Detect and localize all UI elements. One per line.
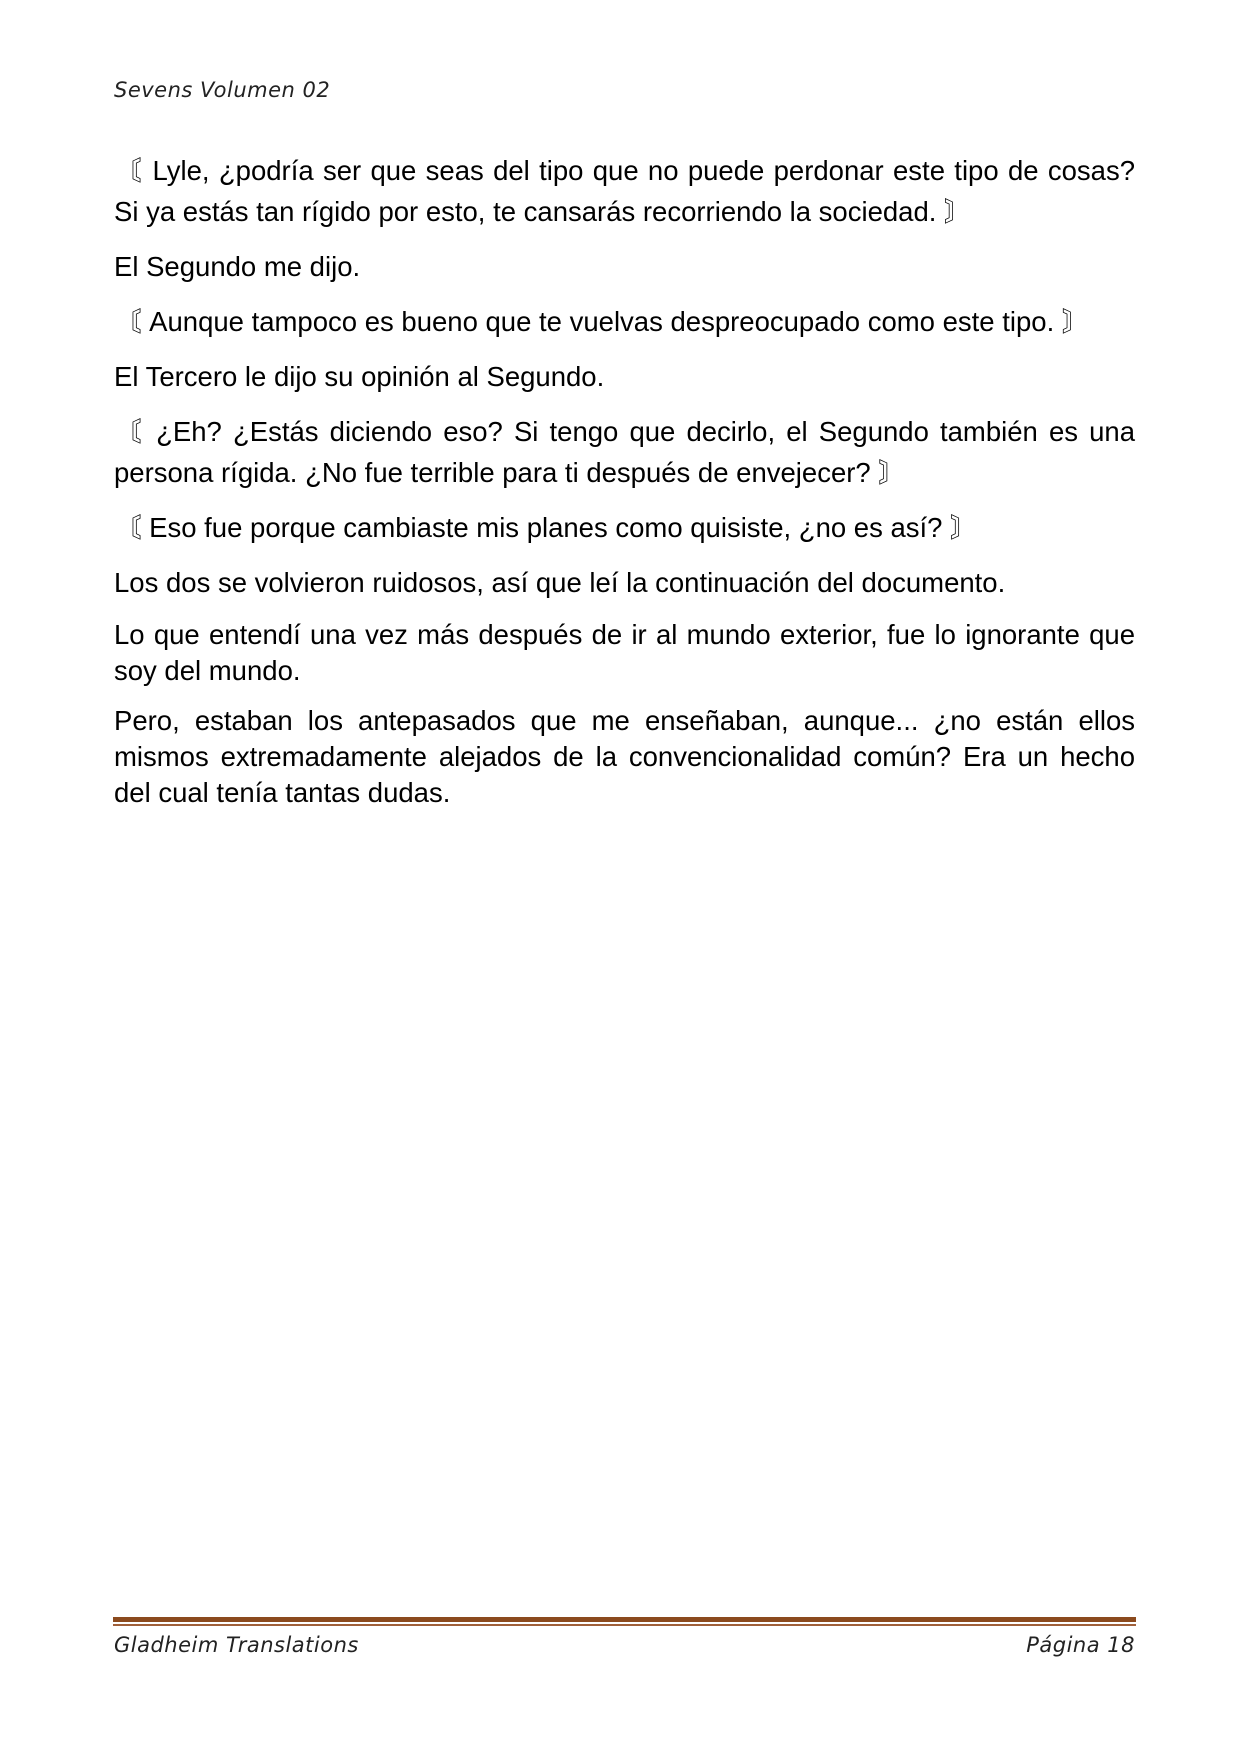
footer-credit: Gladheim Translations — [114, 1633, 359, 1657]
paragraph: 〘 Lyle, ¿podría ser que seas del tipo que no puede perdonar este tipo de cosas? Si ya estás tan rígido por esto, te cansarás recorriendo la sociedad. 〙 — [114, 155, 1135, 227]
document-body — [114, 150, 1135, 825]
running-header: Sevens Volumen 02 — [114, 78, 331, 102]
paragraph: 〘 ¿Eh? ¿Estás diciendo eso? Si tengo que decirlo, el Segundo también es una persona rígida. ¿No fue terrible para ti después de envejecer? 〙 — [114, 416, 1135, 488]
footer-divider — [113, 1617, 1136, 1626]
paragraph: El Segundo me dijo. — [114, 251, 361, 282]
paragraph: Lo que entendí una vez más después de ir al mundo exterior, fue lo ignorante que soy del mundo. — [114, 619, 1135, 686]
footer-divider-thick — [113, 1617, 1136, 1622]
paragraph: 〘 Eso fue porque cambiaste mis planes como quisiste, ¿no es así? 〙 — [114, 512, 978, 543]
paragraph: El Tercero le dijo su opinión al Segundo. — [114, 361, 605, 392]
paragraph: Pero, estaban los antepasados que me enseñaban, aunque... ¿no están ellos mismos extremadamente alejados de la convencionalidad común? Era un hecho del cual tenía tantas dudas. — [114, 705, 1135, 808]
footer-divider-thin — [113, 1624, 1136, 1626]
paragraph: 〘 Aunque tampoco es bueno que te vuelvas despreocupado como este tipo. 〙 — [114, 306, 1090, 337]
page-number: Página 18 — [1026, 1633, 1135, 1657]
paragraph: Los dos se volvieron ruidosos, así que leí la continuación del documento. — [114, 567, 1006, 598]
